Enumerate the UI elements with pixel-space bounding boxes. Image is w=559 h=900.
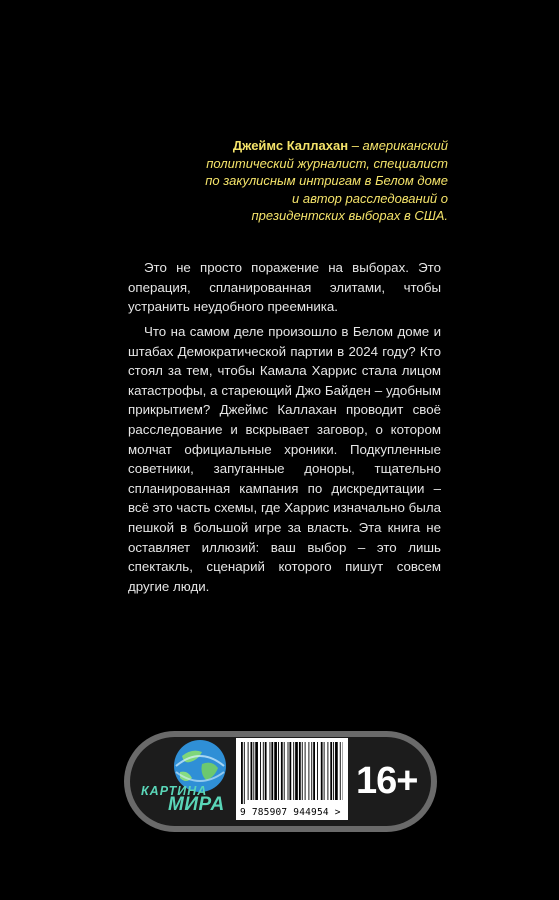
annotation-paragraph-2: Что на самом деле произошло в Белом доме и штабах Демократической партии в 2024 году? Кто стоял за тем, чтобы Камала Харрис стала лицом катастрофы, а стареющий Джо Байден – удобным прикрытием? Джеймс Каллахан проводит своё расследование и вскрывает заговор, о котором молчат официальные хроники. Подкупленные советники, запуганные доноры, тщательно спланированная кампания по дискредитации – всё это часть схемы, где Харрис изначально была пешкой в большой игре за власть. Эта книга не оставляет иллюзий: ваш выбор – это лишь спектакль, сценарий которого пишут совсем другие люди.: [128, 324, 441, 594]
author-description: – американский политический журналист, специалист по закулисным интригам в Белом доме и автор расследований о президентских выборах в США.: [205, 138, 448, 224]
barcode-bars: [241, 742, 343, 804]
isbn-barcode: [236, 738, 348, 820]
publisher-logo-line1: КАРТИНА: [141, 784, 208, 798]
barcode-digits: 9 785907 944954 >: [240, 807, 341, 818]
annotation-paragraph-1: Это не просто поражение на выборах. Это операция, спланированная элитами, чтобы устранить неудобного преемника.: [128, 260, 441, 315]
author-name: Джеймс Каллахан: [232, 138, 349, 153]
author-blurb: [200, 137, 448, 225]
publisher-logo-line2: МИРА: [168, 794, 225, 815]
age-rating-badge: 16+: [356, 760, 418, 802]
